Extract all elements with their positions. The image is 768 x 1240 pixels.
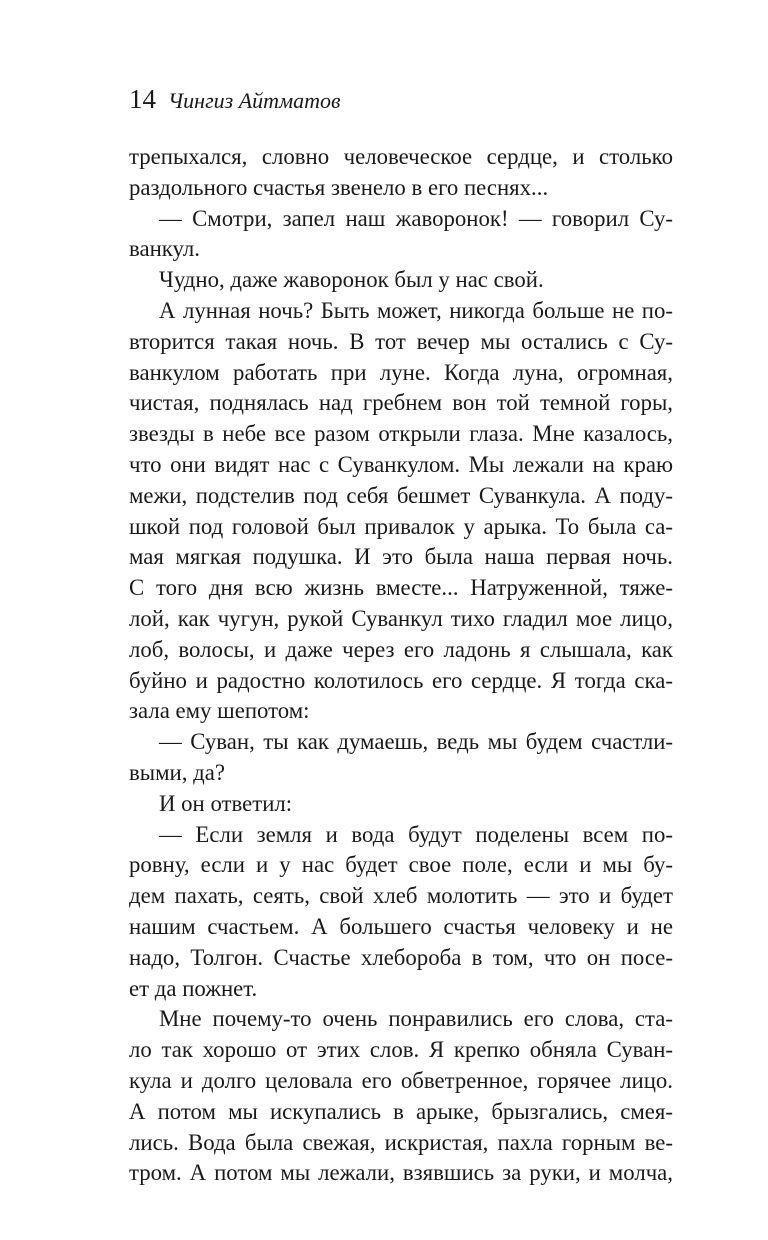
text-line: надо, Толгон. Счастье хлебороба в том, что он посе- [129, 944, 673, 970]
text-line: А лунная ночь? Быть может, никогда больше не по- [159, 297, 673, 323]
text-line: ровну, если и у нас будет свое поле, если и мы бу- [129, 852, 673, 878]
text-line: Мне почему-то очень понравились его слова, ста- [159, 1006, 673, 1032]
text-line: ванкулом работать при луне. Когда луна, огромная, [129, 359, 673, 385]
text-line: С того дня всю жизнь вместе... Натруженной, тяже- [129, 575, 673, 601]
text-line: лой, как чугун, рукой Суванкул тихо гладил мое лицо, [129, 605, 673, 631]
page-number: 14 [129, 84, 156, 114]
text-line: что они видят нас с Суванкулом. Мы лежали на краю [129, 451, 673, 477]
text-line: выми, да? [129, 759, 225, 785]
text-line: вторится такая ночь. В тот вечер мы остались с Су- [129, 328, 673, 354]
text-line: зала ему шепотом: [129, 698, 310, 724]
text-line: мая мягкая подушка. И это была наша первая ночь. [129, 544, 673, 570]
text-line: — Смотри, запел наш жаворонок! — говорил Су- [159, 205, 673, 231]
text-line: буйно и радостно колотилось его сердце. Я тогда ска- [129, 667, 673, 693]
text-line: нашим счастьем. А большего счастья человеку и не [129, 913, 673, 939]
text-line: лоб, волосы, и даже через его ладонь я слышала, как [129, 636, 673, 662]
text-line: А потом мы искупались в арыке, брызгались, смея- [129, 1098, 673, 1124]
text-line: — Если земля и вода будут поделены всем по- [159, 821, 673, 847]
text-line: чистая, поднялась над гребнем вон той темной горы, [129, 390, 673, 416]
text-line: Чудно, даже жаворонок был у нас свой. [159, 267, 544, 293]
text-line: дем пахать, сеять, свой хлеб молотить — это и будет [129, 883, 673, 909]
text-body [129, 142, 673, 1189]
text-line: — Суван, ты как думаешь, ведь мы будем счастли- [159, 729, 673, 755]
text-line: ванкул. [129, 236, 201, 262]
text-line: раздольного счастья звенело в его песнях... [129, 174, 549, 200]
text-line: ет да пожнет. [129, 975, 258, 1001]
text-line: трепыхался, словно человеческое сердце, и столько [129, 144, 673, 169]
text-line: тром. А потом мы лежали, взявшись за руки, и молча, [129, 1160, 673, 1186]
book-header: Чингиз Айтматов [168, 88, 341, 113]
text-line: звезды в небе все разом открыли глаза. Мне казалось, [129, 421, 673, 447]
text-line: ло так хорошо от этих слов. Я крепко обняла Суван- [129, 1037, 673, 1063]
running-head [129, 84, 341, 120]
text-line: лись. Вода была свежая, искристая, пахла горным ве- [129, 1129, 673, 1155]
text-line: шкой под головой был привалок у арыка. То была са- [129, 513, 673, 539]
text-line: И он ответил: [159, 790, 293, 816]
text-line: кула и долго целовала его обветренное, горячее лицо. [129, 1067, 673, 1093]
text-line: межи, подстелив под себя бешмет Суванкула. А поду- [129, 482, 673, 508]
